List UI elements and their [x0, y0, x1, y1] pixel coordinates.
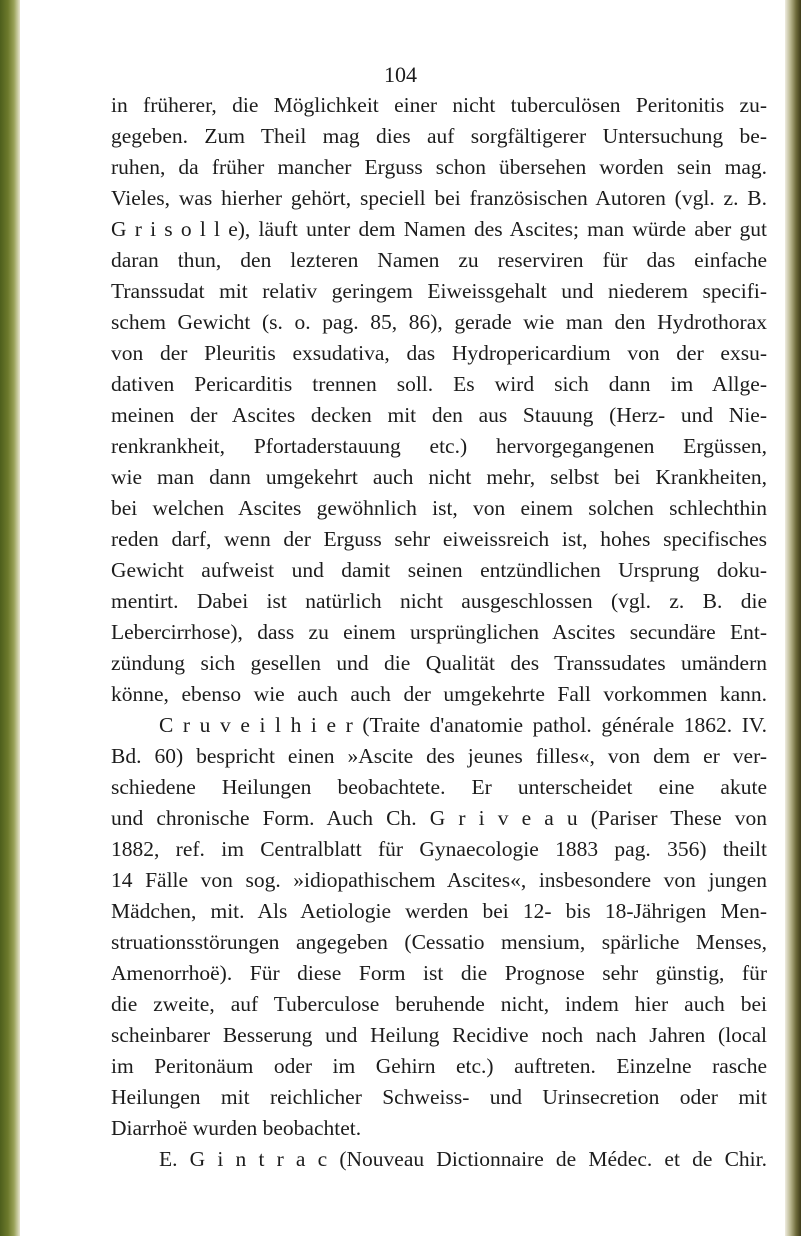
text-line: dativen Pericarditis trennen soll. Es wird sich dann im Allge- — [111, 372, 767, 396]
text-line: struationsstörungen angegeben (Cessatio mensium, spärliche Menses, — [111, 930, 767, 954]
text-line: von der Pleuritis exsudativa, das Hydropericardium von der exsu- — [111, 341, 767, 365]
text-line: gegeben. Zum Theil mag dies auf sorgfältigerer Untersuchung be- — [111, 124, 767, 148]
text-line: Gewicht aufweist und damit seinen entzündlichen Ursprung doku- — [111, 558, 767, 582]
page-binding-edge — [0, 0, 20, 1236]
text-line: schiedene Heilungen beobachtete. Er unterscheidet eine akute — [111, 775, 767, 799]
text-line: renkrankheit, Pfortaderstauung etc.) hervorgegangenen Ergüssen, — [111, 434, 767, 458]
text-line: in früherer, die Möglichkeit einer nicht tuberculösen Peritonitis zu- — [111, 93, 767, 117]
text-line: zündung sich gesellen und die Qualität des Transsudates umändern — [111, 651, 767, 675]
body-text — [111, 90, 767, 1175]
text-line: Amenorrhoë). Für diese Form ist die Prognose sehr günstig, für — [111, 961, 767, 985]
page-number: 104 — [384, 62, 417, 87]
text-line: schem Gewicht (s. o. pag. 85, 86), gerade wie man den Hydrothorax — [111, 310, 767, 334]
text-line: Vieles, was hierher gehört, speciell bei französischen Autoren (vgl. z. B. — [111, 186, 767, 210]
text-line: wie man dann umgekehrt auch nicht mehr, selbst bei Krankheiten, — [111, 465, 767, 489]
text-line: Mädchen, mit. Als Aetiologie werden bei 12- bis 18-Jährigen Men- — [111, 899, 767, 923]
text-line: reden darf, wenn der Erguss sehr eiweissreich ist, hohes specifisches — [111, 527, 767, 551]
text-line: Transsudat mit relativ geringem Eiweissgehalt und niederem specifi- — [111, 279, 767, 303]
page-fore-edge — [785, 0, 801, 1236]
text-line: 1882, ref. im Centralblatt für Gynaecologie 1883 pag. 356) theilt — [111, 837, 767, 861]
text-line: Lebercirrhose), dass zu einem ursprünglichen Ascites secundäre Ent- — [111, 620, 767, 644]
text-line: daran thun, den lezteren Namen zu reserviren für das einfache — [111, 248, 767, 272]
text-line: G r i s o l l e), läuft unter dem Namen des Ascites; man würde aber gut — [111, 217, 767, 241]
text-line: Heilungen mit reichlicher Schweiss- und Urinsecretion oder mit — [111, 1085, 767, 1109]
text-line: im Peritonäum oder im Gehirn etc.) auftreten. Einzelne rasche — [111, 1054, 767, 1078]
text-line: bei welchen Ascites gewöhnlich ist, von einem solchen schlechthin — [111, 496, 767, 520]
text-line: mentirt. Dabei ist natürlich nicht ausgeschlossen (vgl. z. B. die — [111, 589, 767, 613]
text-line: die zweite, auf Tuberculose beruhende nicht, indem hier auch bei — [111, 992, 767, 1016]
text-line: meinen der Ascites decken mit den aus Stauung (Herz- und Nie- — [111, 403, 767, 427]
text-line: und chronische Form. Auch Ch. G r i v e a u (Pariser These von — [111, 806, 767, 830]
text-line: Diarrhoë wurden beobachtet. — [111, 1116, 362, 1140]
text-line: C r u v e i l h i e r (Traite d'anatomie pathol. générale 1862. IV. — [159, 713, 767, 737]
text-line: 14 Fälle von sog. »idiopathischem Ascites«, insbesondere von jungen — [111, 868, 767, 892]
text-line: Bd. 60) bespricht einen »Ascite des jeunes filles«, von dem er ver- — [111, 744, 767, 768]
text-line: E. G i n t r a c (Nouveau Dictionnaire de Médec. et de Chir. — [159, 1147, 767, 1171]
text-line: scheinbarer Besserung und Heilung Recidive noch nach Jahren (local — [111, 1023, 767, 1047]
text-line: ruhen, da früher mancher Erguss schon übersehen worden sein mag. — [111, 155, 767, 179]
text-line: könne, ebenso wie auch auch der umgekehrte Fall vorkommen kann. — [111, 682, 767, 706]
